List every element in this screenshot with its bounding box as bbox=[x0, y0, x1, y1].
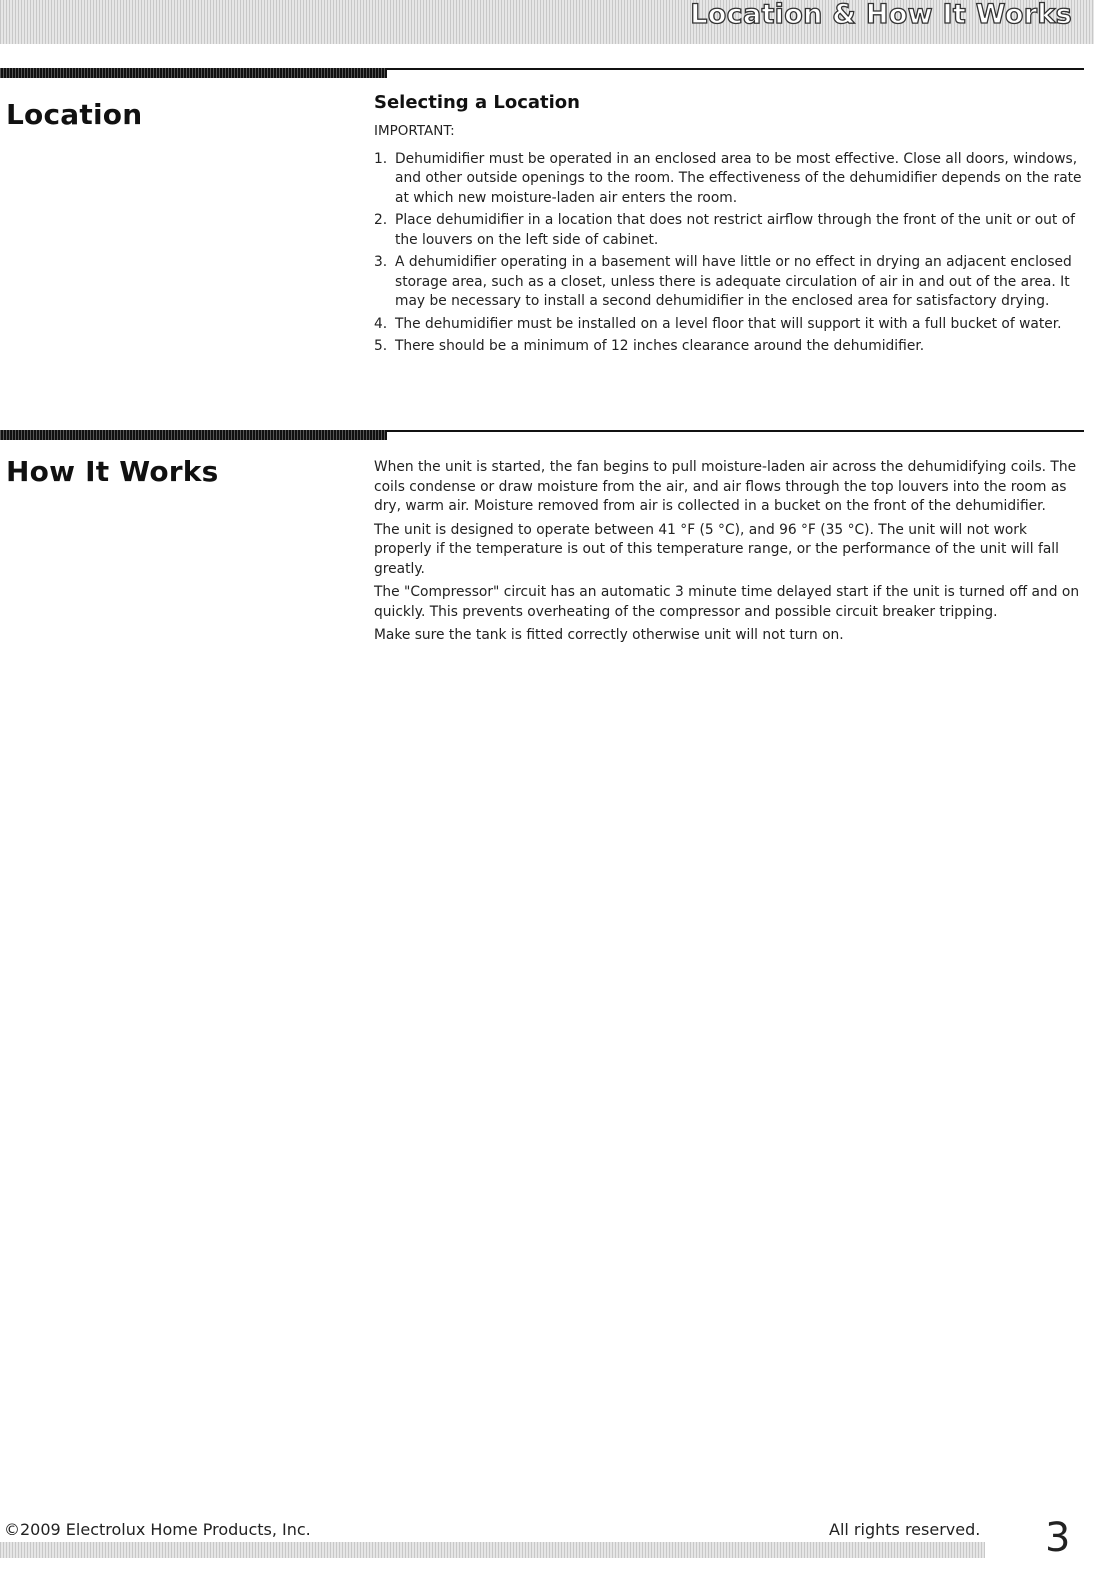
how-it-works-paragraph: When the unit is started, the fan begins to pull moisture-laden air across the dehumidifying coils. The coils condense or draw moisture from the air, and air flows through the top louvers into the room as dry, warm air. Moisture removed from air is collected in a bucket on the front of the dehumidifier. bbox=[374, 459, 1077, 514]
list-item: 3. A dehumidifier operating in a basement will have little or no effect in drying an adjacent enclosed storage area, such as a closet, unless there is adequate circulation of air in and out of the area. It may be necessary to install a second dehumidifier in the enclosed area for satisfactory drying. bbox=[374, 254, 1072, 309]
location-requirements-list bbox=[374, 150, 1086, 357]
important-label: IMPORTANT: bbox=[374, 123, 455, 139]
how-it-works-section-title: How It Works bbox=[6, 455, 219, 488]
how-it-works-content bbox=[374, 458, 1086, 650]
header-band bbox=[0, 0, 1094, 44]
how-it-works-paragraph: The "Compressor" circuit has an automatic 3 minute time delayed start if the unit is turned off and on quickly. This prevents overheating of the compressor and possible circuit breaker tripping. bbox=[374, 584, 1080, 620]
location-section-title: Location bbox=[6, 98, 143, 131]
list-item: 5. There should be a minimum of 12 inches clearance around the dehumidifier. bbox=[374, 338, 925, 354]
location-content bbox=[374, 92, 1086, 360]
list-item: 2. Place dehumidifier in a location that does not restrict airflow through the front of the unit or out of the louvers on the left side of cabinet. bbox=[374, 212, 1076, 248]
section-divider-line bbox=[387, 68, 1084, 70]
section-divider-line bbox=[387, 430, 1084, 432]
list-item: 1. Dehumidifier must be operated in an enclosed area to be most effective. Close all doors, windows, and other outside openings to the room. The effectiveness of the dehumidifier depends on the rate at which new moisture-laden air enters the room. bbox=[374, 150, 1082, 206]
page-header-title: Location & How It Works bbox=[690, 0, 1072, 30]
footer-copyright: ©2009 Electrolux Home Products, Inc. bbox=[4, 1520, 311, 1539]
section-divider-bar bbox=[0, 68, 387, 78]
footer-band bbox=[0, 1542, 985, 1558]
footer-rights: All rights reserved. bbox=[829, 1520, 981, 1539]
selecting-location-heading: Selecting a Location bbox=[374, 92, 580, 113]
how-it-works-paragraph: The unit is designed to operate between 41 °F (5 °C), and 96 °F (35 °C). The unit will not work properly if the temperature is out of this temperature range, or the performance of the unit will fall greatly. bbox=[374, 521, 1059, 577]
how-it-works-paragraph: Make sure the tank is fitted correctly otherwise unit will not turn on. bbox=[374, 627, 844, 643]
section-divider-bar bbox=[0, 430, 387, 440]
list-item: 4. The dehumidifier must be installed on a level floor that will support it with a full bucket of water. bbox=[374, 315, 1062, 332]
page-number: 3 bbox=[1045, 1515, 1071, 1561]
